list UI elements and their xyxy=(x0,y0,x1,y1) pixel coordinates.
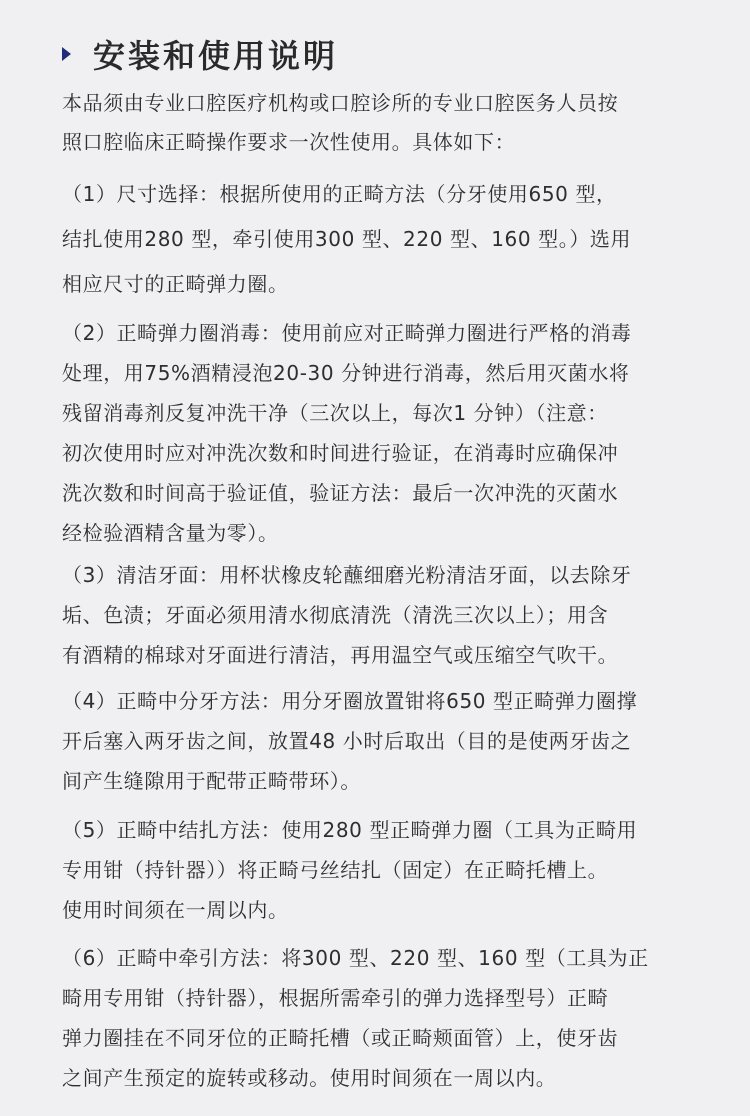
item-ligation-method: （5）正畸中结扎方法：使用280 型正畸弹力圈（工具为正畸用 专用钳（持针器））将正畸弓丝结扎（固定）在正畸托槽上。 使用时间须在一周以内。 xyxy=(62,818,638,922)
item-traction-method: （6）正畸中牵引方法：将300 型、220 型、160 型（工具为正 畸用专用钳（持针器），根据所需牵引的弹力选择型号）正畸 弹力圈挂在不同牙位的正畸托槽（或正畸颊面管）上，使牙齿 之间产生预定的旋转或移动。使用时间须在一周以内。 xyxy=(62,946,649,1090)
item-disinfection: （2）正畸弹力圈消毒：使用前应对正畸弹力圈进行严格的消毒 处理，用75%酒精浸泡20-30 分钟进行消毒，然后用灭菌水将 残留消毒剂反复冲洗干净（三次以上，每次1 分钟）（注意： 初次使用时应对冲洗次数和时间进行验证，在消毒时应确保冲 洗次数和时间高于验证值，验证方法：最后一次冲洗的灭菌水 经检验酒精含量为零）。 xyxy=(62,321,632,545)
item-separation-method: （4）正畸中分牙方法：用分牙圈放置钳将650 型正畸弹力圈撑 开后塞入两牙齿之间，放置48 小时后取出（目的是使两牙齿之 间产生缝隙用于配带正畸带环）。 xyxy=(62,689,638,793)
section-heading xyxy=(62,30,338,78)
item-tooth-cleaning: （3）清洁牙面：用杯状橡皮轮蘸细磨光粉清洁牙面，以去除牙 垢、色渍；牙面必须用清水彻底清洗（清洗三次以上）；用含 有酒精的棉球对牙面进行清洁，再用温空气或压缩空气吹干。 xyxy=(62,563,632,667)
intro-paragraph: 本品须由专业口腔医疗机构或口腔诊所的专业口腔医务人员按 照口腔临床正畸操作要求一次性使用。具体如下： xyxy=(62,91,619,154)
section-title: 安装和使用说明 xyxy=(93,37,339,75)
triangle-right-icon xyxy=(62,47,71,61)
item-size-selection: （1）尺寸选择：根据所使用的正畸方法（分牙使用650 型， 结扎使用280 型，牵引使用300 型、220 型、160 型。）选用 相应尺寸的正畸弹力圈。 xyxy=(62,182,632,296)
